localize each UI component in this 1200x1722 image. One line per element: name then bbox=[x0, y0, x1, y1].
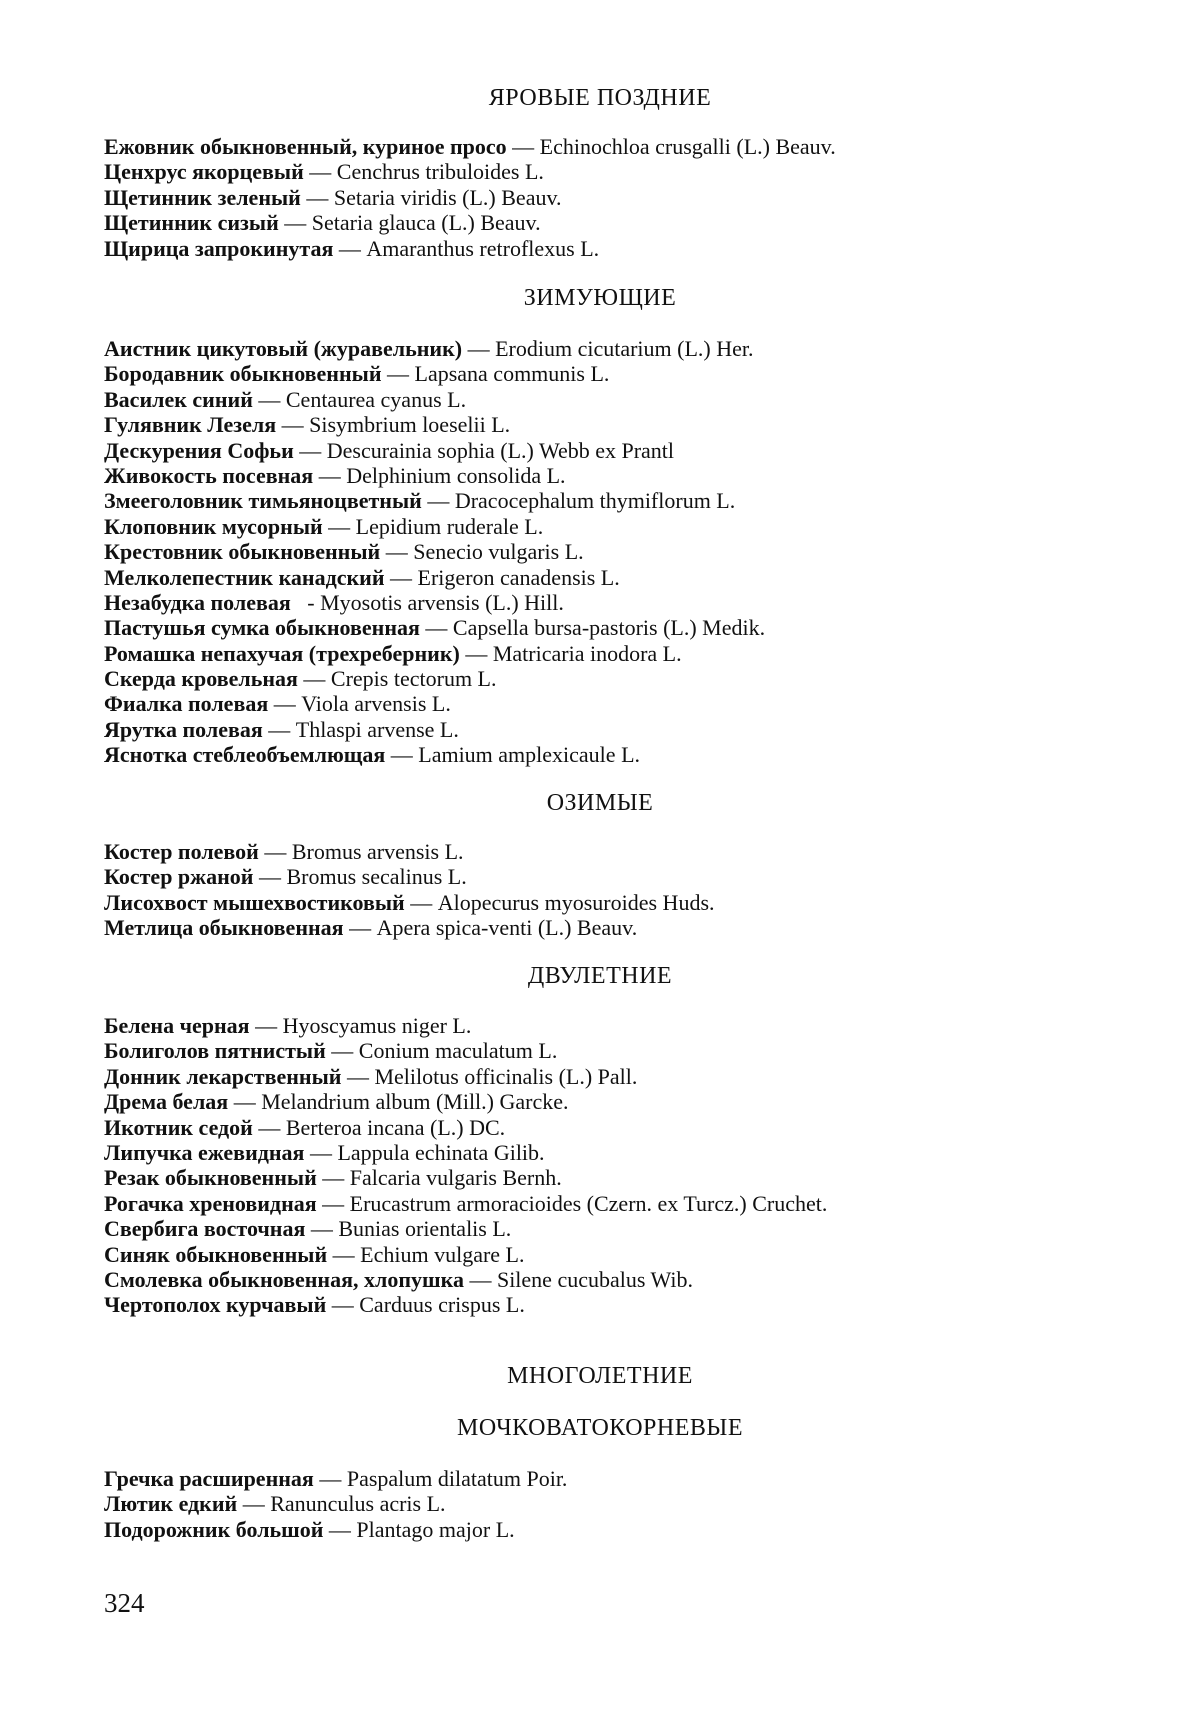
species-list bbox=[104, 1013, 1164, 1318]
russian-name: Щетинник зеленый bbox=[104, 184, 301, 210]
russian-name: Незабудка полевая bbox=[104, 589, 291, 615]
dash-separator: — bbox=[297, 666, 331, 692]
latin-name: Sisymbrium loeselii L. bbox=[309, 412, 511, 438]
russian-name: Липучка ежевидная bbox=[104, 1139, 305, 1165]
species-entry bbox=[104, 185, 1164, 210]
latin-name: Setaria glauca (L.) Beauv. bbox=[311, 210, 541, 236]
russian-name: Резак обыкновенный bbox=[104, 1165, 317, 1191]
latin-name: Viola arvensis L. bbox=[301, 691, 451, 717]
species-list bbox=[104, 336, 1164, 768]
species-entry bbox=[104, 514, 1164, 539]
russian-name: Донник лекарственный bbox=[104, 1063, 342, 1089]
russian-name: Скерда кровельная bbox=[104, 666, 298, 692]
species-entry bbox=[104, 539, 1164, 564]
species-entry bbox=[104, 1115, 1164, 1140]
russian-name: Змееголовник тимьяноцветный bbox=[104, 488, 422, 514]
russian-name: Костер ржаной bbox=[104, 864, 254, 890]
dash-separator: — bbox=[237, 1491, 271, 1517]
latin-name: Falcaria vulgaris Bernh. bbox=[349, 1165, 562, 1191]
latin-name: Amaranthus retroflexus L. bbox=[366, 235, 600, 261]
latin-name: Myosotis arvensis (L.) Hill. bbox=[320, 589, 564, 615]
species-entry bbox=[104, 666, 1164, 691]
dash-separator: — bbox=[316, 1165, 350, 1191]
latin-name: Carduus crispus L. bbox=[359, 1292, 525, 1318]
species-entry bbox=[104, 488, 1164, 513]
russian-name: Лютик едкий bbox=[104, 1491, 238, 1517]
latin-name: Setaria viridis (L.) Beauv. bbox=[333, 184, 562, 210]
russian-name: Дескурения Софьи bbox=[104, 437, 294, 463]
section-heading: МНОГОЛЕТНИЕ bbox=[507, 1363, 693, 1389]
latin-name: Erigeron canadensis L. bbox=[417, 564, 620, 590]
latin-name: Lapsana communis L. bbox=[414, 361, 610, 387]
species-entry bbox=[104, 1292, 1164, 1317]
latin-name: Bunias orientalis L. bbox=[338, 1216, 512, 1242]
dash-separator: — bbox=[300, 184, 334, 210]
russian-name: Ромашка непахучая (трехреберник) bbox=[104, 640, 460, 666]
species-entry bbox=[104, 1466, 1164, 1491]
dash-separator: — bbox=[380, 539, 414, 565]
species-entry bbox=[104, 387, 1164, 412]
dash-separator: — bbox=[459, 640, 493, 666]
latin-name: Paspalum dilatatum Poir. bbox=[346, 1466, 568, 1491]
latin-name: Thlaspi arvense L. bbox=[295, 716, 459, 742]
russian-name: Аистник цикутовый (журавельник) bbox=[104, 336, 463, 361]
section-heading: ЯРОВЫЕ ПОЗДНИЕ bbox=[488, 85, 712, 111]
section-heading: ОЗИМЫЕ bbox=[546, 790, 654, 816]
latin-name: Melilotus officinalis (L.) Pall. bbox=[374, 1063, 638, 1089]
russian-name: Рогачка хреновидная bbox=[104, 1190, 317, 1216]
russian-name: Фиалка полевая bbox=[104, 691, 269, 717]
species-entry bbox=[104, 1491, 1164, 1516]
species-entry bbox=[104, 615, 1164, 640]
russian-name: Подорожник большой bbox=[104, 1516, 324, 1542]
dash-separator: — bbox=[293, 437, 327, 463]
dash-separator: — bbox=[341, 1063, 375, 1089]
dash-separator: — bbox=[316, 1190, 350, 1216]
species-entry bbox=[104, 1140, 1164, 1165]
dash-separator: — bbox=[252, 386, 286, 412]
latin-name: Bromus arvensis L. bbox=[291, 839, 464, 864]
species-entry bbox=[104, 1013, 1164, 1038]
latin-name: Melandrium album (Mill.) Garcke. bbox=[261, 1089, 569, 1115]
species-entry bbox=[104, 412, 1164, 437]
species-entry bbox=[104, 915, 1164, 940]
dash-separator: — bbox=[333, 235, 367, 261]
latin-name: Echinochloa crusgalli (L.) Beauv. bbox=[539, 134, 836, 159]
species-entry bbox=[104, 1191, 1164, 1216]
latin-name: Bromus secalinus L. bbox=[286, 864, 467, 890]
russian-name: Смолевка обыкновенная, хлопушка bbox=[104, 1266, 464, 1292]
dash-separator: — bbox=[262, 716, 296, 742]
dash-separator: — bbox=[463, 1266, 497, 1292]
russian-name: Ярутка полевая bbox=[104, 716, 263, 742]
russian-name: Мелколепестник канадский bbox=[104, 564, 385, 590]
species-entry bbox=[104, 1216, 1164, 1241]
dash-separator: — bbox=[327, 1241, 361, 1267]
species-entry bbox=[104, 134, 1164, 159]
subsection-heading: МОЧКОВАТОКОРНЕВЫЕ bbox=[457, 1415, 743, 1441]
russian-name: Дрема белая bbox=[104, 1089, 229, 1115]
dash-separator: — bbox=[381, 361, 415, 387]
species-entry bbox=[104, 565, 1164, 590]
russian-name: Костер полевой bbox=[104, 839, 259, 864]
species-entry bbox=[104, 361, 1164, 386]
latin-name: Crepis tectorum L. bbox=[330, 666, 497, 692]
russian-name: Чертополох курчавый bbox=[104, 1292, 327, 1318]
russian-name: Щетинник сизый bbox=[104, 210, 279, 236]
species-entry bbox=[104, 210, 1164, 235]
latin-name: Lappula echinata Gilib. bbox=[337, 1139, 545, 1165]
dash-separator: — bbox=[326, 1292, 360, 1318]
dash-separator: — bbox=[506, 134, 540, 159]
latin-name: Senecio vulgaris L. bbox=[413, 539, 584, 565]
latin-name: Matricaria inodora L. bbox=[492, 640, 682, 666]
russian-name: Гречка расширенная bbox=[104, 1466, 314, 1491]
species-entry bbox=[104, 641, 1164, 666]
species-entry bbox=[104, 864, 1164, 889]
russian-name: Метлица обыкновенная bbox=[104, 915, 344, 941]
latin-name: Silene cucubalus Wib. bbox=[496, 1266, 694, 1292]
species-entry bbox=[104, 590, 1164, 615]
latin-name: Berteroa incana (L.) DC. bbox=[285, 1114, 506, 1140]
dash-separator: — bbox=[268, 691, 302, 717]
species-list bbox=[104, 839, 1164, 941]
russian-name: Крестовник обыкновенный bbox=[104, 539, 381, 565]
russian-name: Синяк обыкновенный bbox=[104, 1241, 328, 1267]
latin-name: Apera spica-venti (L.) Beauv. bbox=[376, 915, 638, 941]
dash-separator: — bbox=[313, 462, 347, 488]
species-entry bbox=[104, 438, 1164, 463]
species-entry bbox=[104, 742, 1164, 767]
species-entry bbox=[104, 890, 1164, 915]
latin-name: Capsella bursa-pastoris (L.) Medik. bbox=[452, 615, 766, 641]
species-entry bbox=[104, 717, 1164, 742]
dash-separator: — bbox=[305, 1216, 339, 1242]
species-entry bbox=[104, 1064, 1164, 1089]
latin-name: Lamium amplexicaule L. bbox=[418, 742, 641, 768]
russian-name: Ценхрус якорцевый bbox=[104, 159, 304, 185]
dash-separator: — bbox=[303, 159, 337, 185]
latin-name: Cenchrus tribuloides L. bbox=[336, 159, 544, 185]
species-entry bbox=[104, 336, 1164, 361]
latin-name: Erucastrum armoracioides (Czern. ex Turcz.) Cruchet. bbox=[349, 1190, 828, 1216]
species-entry bbox=[104, 1267, 1164, 1292]
section-heading: ЗИМУЮЩИЕ bbox=[523, 285, 677, 311]
russian-name: Щирица запрокинутая bbox=[104, 235, 334, 261]
species-entry bbox=[104, 691, 1164, 716]
species-entry bbox=[104, 159, 1164, 184]
latin-name: Descurainia sophia (L.) Webb ex Prantl bbox=[326, 437, 675, 463]
dash-separator: — bbox=[325, 1038, 359, 1064]
dash-separator: — bbox=[304, 1139, 338, 1165]
russian-name: Бородавник обыкновенный bbox=[104, 361, 382, 387]
dash-separator: — bbox=[384, 564, 418, 590]
dash-separator: — bbox=[462, 336, 496, 361]
species-entry bbox=[104, 1089, 1164, 1114]
russian-name: Яснотка стеблеобъемлющая bbox=[104, 742, 386, 768]
latin-name: Erodium cicutarium (L.) Her. bbox=[495, 336, 754, 361]
species-entry bbox=[104, 1242, 1164, 1267]
latin-name: Echium vulgare L. bbox=[360, 1241, 525, 1267]
latin-name: Hyoscyamus niger L. bbox=[282, 1013, 472, 1038]
dash-separator: — bbox=[343, 915, 377, 941]
dash-separator: — bbox=[421, 488, 455, 514]
dash-separator: — bbox=[252, 1114, 286, 1140]
dash-separator: — bbox=[323, 1516, 357, 1542]
species-entry bbox=[104, 1517, 1164, 1542]
dash-separator: — bbox=[228, 1089, 262, 1115]
dash-separator: — bbox=[258, 839, 292, 864]
russian-name: Пастушья сумка обыкновенная bbox=[104, 615, 420, 641]
russian-name: Ежовник обыкновенный, куриное просо bbox=[104, 134, 507, 159]
russian-name: Клоповник мусорный bbox=[104, 513, 323, 539]
latin-name: Ranunculus acris L. bbox=[270, 1491, 446, 1517]
latin-name: Conium maculatum L. bbox=[358, 1038, 558, 1064]
latin-name: Lepidium ruderale L. bbox=[355, 513, 544, 539]
species-list bbox=[104, 1466, 1164, 1542]
russian-name: Живокость посевная bbox=[104, 462, 314, 488]
russian-name: Лисохвост мышехвостиковый bbox=[104, 889, 405, 915]
dash-separator: — bbox=[313, 1466, 347, 1491]
russian-name: Свербига восточная bbox=[104, 1216, 306, 1242]
section-heading: ДВУЛЕТНИЕ bbox=[527, 963, 673, 989]
page-number: 324 bbox=[104, 1588, 145, 1618]
dash-separator: — bbox=[278, 210, 312, 236]
dash-separator: — bbox=[419, 615, 453, 641]
dash-separator: - bbox=[290, 589, 321, 615]
russian-name: Белена черная bbox=[104, 1013, 250, 1038]
species-entry bbox=[104, 1165, 1164, 1190]
latin-name: Dracocephalum thymiflorum L. bbox=[454, 488, 736, 514]
russian-name: Икотник седой bbox=[104, 1114, 253, 1140]
latin-name: Centaurea cyanus L. bbox=[285, 386, 467, 412]
latin-name: Alopecurus myosuroides Huds. bbox=[437, 889, 715, 915]
latin-name: Plantago major L. bbox=[356, 1516, 515, 1542]
species-list bbox=[104, 134, 1164, 261]
dash-separator: — bbox=[404, 889, 438, 915]
species-entry bbox=[104, 236, 1164, 261]
dash-separator: — bbox=[322, 513, 356, 539]
species-entry bbox=[104, 1038, 1164, 1063]
russian-name: Болиголов пятнистый bbox=[104, 1038, 326, 1064]
dash-separator: — bbox=[276, 412, 310, 438]
dash-separator: — bbox=[249, 1013, 283, 1038]
species-entry bbox=[104, 463, 1164, 488]
dash-separator: — bbox=[385, 742, 419, 768]
latin-name: Delphinium consolida L. bbox=[346, 462, 566, 488]
russian-name: Гулявник Лезеля bbox=[104, 412, 277, 438]
russian-name: Василек синий bbox=[104, 386, 253, 412]
dash-separator: — bbox=[253, 864, 287, 890]
species-entry bbox=[104, 839, 1164, 864]
